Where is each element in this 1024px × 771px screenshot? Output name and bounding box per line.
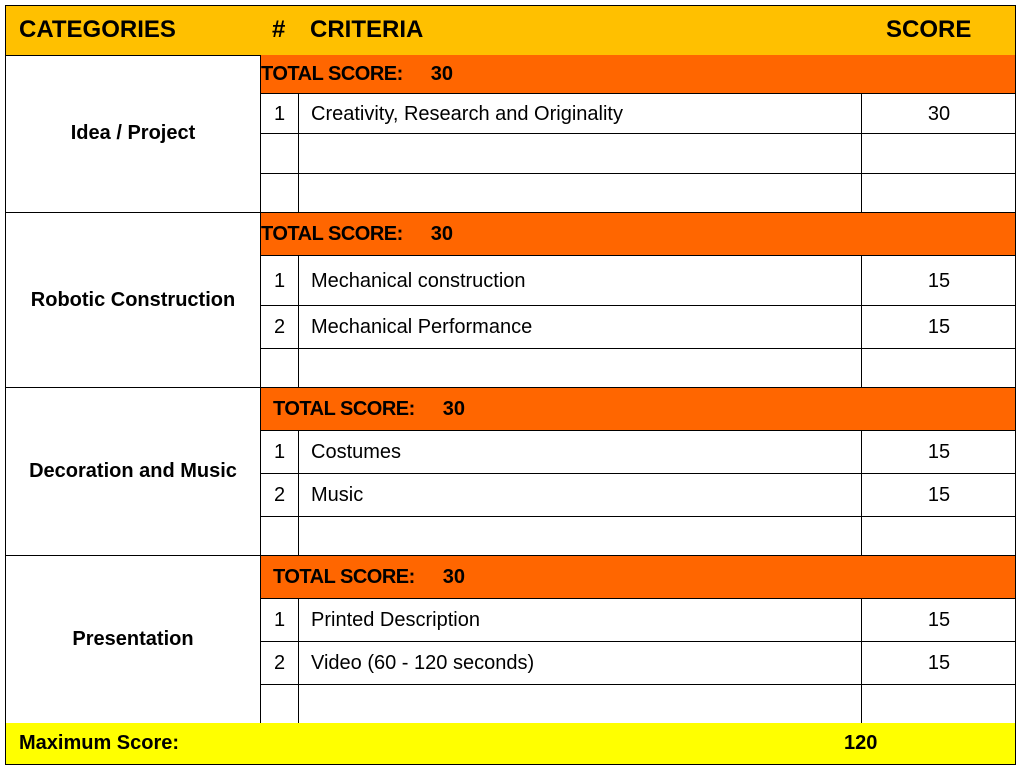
criteria-number: [261, 349, 299, 388]
criteria-text: [299, 517, 862, 556]
header-criteria: CRITERIA: [310, 16, 424, 43]
criteria-number: [261, 174, 299, 213]
header-categories: CATEGORIES: [19, 16, 176, 43]
total-score-bar: [261, 388, 1015, 430]
criteria-text: Mechanical Performance: [299, 306, 862, 349]
criteria-score: 15: [927, 441, 951, 463]
criteria-score: 15: [927, 652, 951, 674]
criteria-row: [261, 598, 1015, 642]
criteria-text: Costumes: [299, 431, 862, 474]
criteria-score: [863, 134, 1015, 174]
criteria-score: [863, 517, 1015, 556]
criteria-number: 2: [261, 642, 299, 685]
criteria-text: [299, 134, 862, 174]
criteria-number: [261, 685, 299, 724]
criteria-row: [261, 473, 1015, 517]
criteria-score: 15: [927, 316, 951, 338]
criteria-row: [261, 641, 1015, 685]
maximum-score-bar: [6, 723, 1015, 764]
criteria-text: Video (60 - 120 seconds): [299, 642, 862, 685]
criteria-row: [261, 305, 1015, 349]
criteria-number: [261, 517, 299, 556]
criteria-row: [261, 93, 1015, 134]
header-score: SCORE: [886, 16, 972, 43]
criteria-text: [299, 685, 862, 724]
criteria-score: 15: [927, 269, 951, 292]
total-score-value: 30: [442, 397, 466, 420]
total-score-bar: [261, 55, 1015, 93]
criteria-number: 2: [261, 306, 299, 349]
criteria-text: [299, 349, 862, 388]
criteria-row: [261, 348, 1015, 388]
criteria-row: [261, 255, 1015, 306]
total-score-bar: [261, 556, 1015, 598]
criteria-score: [863, 685, 1015, 724]
criteria-row: [261, 684, 1015, 724]
criteria-text: [299, 174, 862, 213]
criteria-row: [261, 430, 1015, 474]
criteria-text: Music: [299, 474, 862, 517]
criteria-row: [261, 173, 1015, 213]
criteria-score: 15: [927, 609, 951, 631]
category-name: Robotic Construction: [6, 213, 261, 387]
category-group-decoration-music: [6, 388, 1015, 556]
criteria-score: [863, 349, 1015, 388]
criteria-number: 1: [261, 599, 299, 642]
criteria-row: [261, 516, 1015, 556]
criteria-number: 1: [261, 431, 299, 474]
criteria-score: 30: [927, 102, 951, 125]
total-score-label: TOTAL SCORE:: [261, 222, 403, 245]
category-group-idea-project: [6, 55, 1015, 213]
criteria-row: [261, 133, 1015, 174]
criteria-score: 15: [927, 484, 951, 506]
total-score-value: 30: [442, 565, 466, 588]
category-name: Presentation: [6, 556, 261, 723]
total-score-value: 30: [430, 222, 454, 245]
table-header: [6, 6, 1015, 56]
category-name: Idea / Project: [6, 55, 261, 212]
header-number: #: [272, 16, 286, 43]
criteria-number: 1: [261, 256, 299, 306]
category-group-robotic-construction: [6, 213, 1015, 388]
criteria-text: Creativity, Research and Originality: [299, 94, 862, 134]
criteria-text: Mechanical construction: [299, 256, 862, 306]
scoring-rubric-table: [5, 5, 1016, 765]
total-score-label: TOTAL SCORE:: [261, 62, 403, 85]
maximum-score-value: 120: [844, 732, 878, 754]
criteria-number: 1: [261, 94, 299, 134]
category-group-presentation: [6, 556, 1015, 724]
category-name: Decoration and Music: [6, 388, 261, 555]
criteria-text: Printed Description: [299, 599, 862, 642]
total-score-value: 30: [430, 62, 454, 85]
criteria-score: [863, 174, 1015, 213]
maximum-score-label: Maximum Score:: [19, 732, 180, 754]
criteria-number: [261, 134, 299, 174]
criteria-number: 2: [261, 474, 299, 517]
total-score-label: TOTAL SCORE:: [273, 565, 415, 588]
total-score-label: TOTAL SCORE:: [273, 397, 415, 420]
total-score-bar: [261, 213, 1015, 255]
